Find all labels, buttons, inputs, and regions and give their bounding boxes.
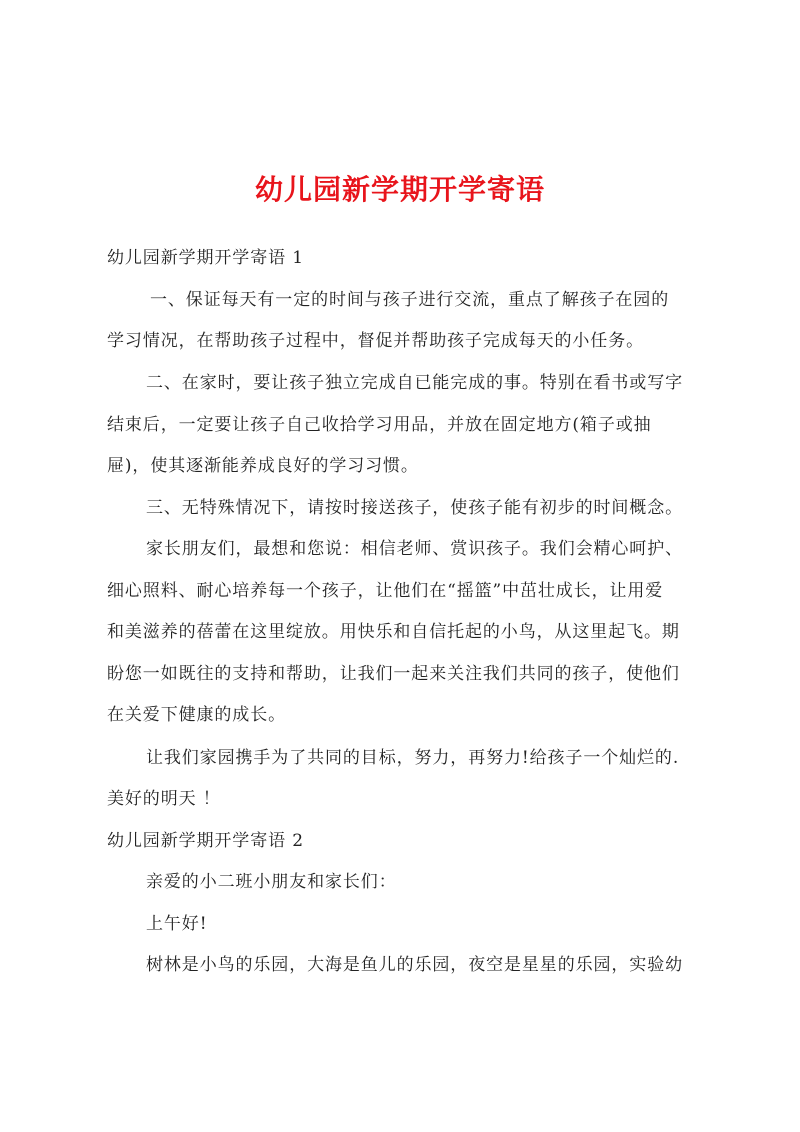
paragraph-line: 家长朋友们，最想和您说：相信老师、赏识孩子。我们会精心呵护、 (146, 539, 683, 559)
paragraph-line: 美好的明天 ！ (107, 789, 221, 809)
paragraph-line: 学习情况，在帮助孩子过程中，督促并帮助孩子完成每天的小任务。 (107, 331, 644, 351)
paragraph-line: 二、在家时，要让孩子独立完成自已能完成的事。特别在看书或写字 (146, 373, 683, 393)
paragraph-line: 屉)，使其逐渐能养成良好的学习习惯。 (107, 456, 419, 476)
paragraph-line: 一、保证每天有一定的时间与孩子进行交流，重点了解孩子在园的 (150, 290, 670, 310)
paragraph-line: 让我们家园携手为了共同的目标，努力，再努力!给孩子一个灿烂的. (146, 748, 680, 768)
paragraph-line: 和美滋养的蓓蕾在这里绽放。用快乐和自信托起的小鸟，从这里起飞。期 (107, 622, 680, 642)
paragraph-line: 结束后，一定要让孩子自己收拾学习用品，并放在固定地方(箱子或抽 (107, 415, 652, 435)
paragraph-line: 树林是小鸟的乐园，大海是鱼儿的乐园，夜空是星星的乐园，实验幼 (146, 955, 683, 975)
document-title: 幼儿园新学期开学寄语 (254, 173, 545, 206)
paragraph-line: 在关爱下健康的成长。 (107, 705, 286, 725)
paragraph-line: 盼您一如既往的支持和帮助，让我们一起来关注我们共同的孩子，使他们 (107, 664, 680, 684)
section-heading-2: 幼儿园新学期开学寄语 2 (107, 831, 305, 851)
paragraph-line: 三、无特殊情况下，请按时接送孩子，使孩子能有初步的时间概念。 (146, 498, 683, 518)
paragraph-line: 亲爱的小二班小朋友和家长们： (146, 872, 397, 892)
paragraph-line: 细心照料、耐心培养每一个孩子，让他们在“摇篮”中茁壮成长，让用爱 (107, 581, 664, 601)
section-heading-1: 幼儿园新学期开学寄语 1 (107, 248, 305, 268)
paragraph-line: 上午好! (146, 914, 208, 934)
